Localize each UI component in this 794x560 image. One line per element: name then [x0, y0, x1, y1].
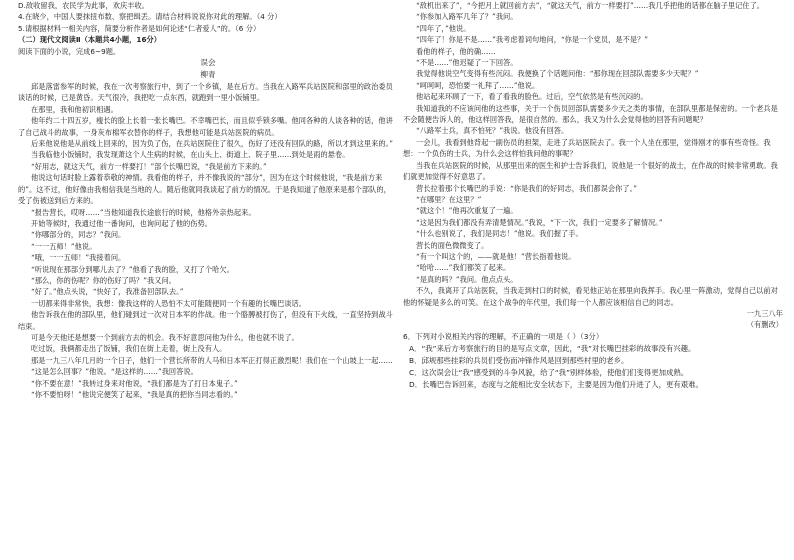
story-paragraph: 当我在兵站医院的时候，从那里出来的医生和护士告诉我们，说他是一个很好的战士，在作战的时候非常勇敢。我们就更加觉得不好意思了。	[403, 160, 778, 182]
answer-option: D．长嘴巴告诉回来，态度与之能相比安全状态下，主要是因为他们升进了人，更有艰难。	[409, 379, 703, 389]
story-paragraph: “四年了！你是不是……”我考虑着词句地问，“你是一个党员，是不是？”	[416, 35, 649, 45]
question-4: 4.在晓少，中国人要抹扭布数、察把缉丢。请结合材料说说你对此的理解。（4 分）	[18, 12, 282, 22]
note-line: （有删改）	[746, 320, 783, 330]
story-paragraph: 他告诉我在他的部队里，他们碰到过一次对日本军的作战。他一个胳膊被打伤了，但没有下火线，一直坚持到战斗结束。	[18, 310, 393, 331]
story-paragraph: “你参加入路军几年了？”我问。	[416, 12, 518, 22]
story-paragraph: “是真的吗？”我问。他点点头。	[416, 274, 518, 284]
story-paragraph: “听说现在那部分到哪儿去了？”他看了我的脸，又打了个哈欠。	[31, 264, 234, 274]
left-column	[18, 0, 398, 560]
story-paragraph: “就这个！”他再次重复了一遍。	[416, 206, 518, 216]
story-paragraph: “哦，一一五师！”我接着问。	[31, 253, 126, 263]
story-paragraph: “你不要怕呀！”他说完便笑了起来，“我是真的把你当同志看的。”	[31, 390, 238, 399]
story-paragraph: “这是怎么回事？”他说。“是这样的……”我回答说。	[31, 367, 198, 377]
story-paragraph: 营长拉着那个长嘴巴的手说：“你是我们的好同志，我们都误会你了。”	[416, 183, 637, 193]
question-6-options	[403, 343, 783, 391]
story-paragraph: 我觉得他说空气变得有些沉闷。我便换了个话题问他：“那你现在回部队需要多少天呢？”	[416, 69, 699, 79]
story-paragraph: 邱是落雷参军的时候，我在一次考察旅行中，到了一个乡镇，是在后方。当我在入路军兵站医院和部里的政治委员谈话的时候，已是黄昏。天气很冷，我把吃一点东西，就跑到一里小饭铺里。	[18, 82, 393, 103]
story-paragraph: 在那里，我和他初识相遇。	[31, 104, 118, 114]
story-paragraph: “好用志，就这天气，前方一样要打！”部个长嘴巴说，“我是前方下来的。”	[31, 161, 267, 171]
story-paragraph: “有一个叫这个的，——就是他！”营长指着他说。	[416, 251, 576, 261]
date-line: 一九三八年	[746, 308, 783, 318]
left-story-body	[18, 81, 398, 400]
story-paragraph: 一切都来得非常快，我想：像我这样的人恐怕不太可能随便同一个有趣的长嘴巴谈话。	[31, 298, 307, 308]
answer-option: A．“我”来后方考察旅行的目的是写点文章，因此，“我”对长嘴巴挂彩的故事没有兴趣。	[409, 343, 696, 353]
story-paragraph: “八路军士兵，真不怕死？”我说。他没有回答。	[416, 126, 569, 136]
right-story-body	[403, 0, 783, 308]
story-paragraph: “哈哈……”我们都笑了起来。	[416, 263, 511, 273]
story-paragraph: “什么也别说了，我们是同志！”他说。我们握了手。	[416, 229, 583, 239]
story-paragraph: 吃过饭，我俩都走出了饭铺，我们在街上走着，街上没有人。	[31, 344, 227, 354]
option-d-line: D.敌收留我，农民学为此事，欢庆丰收。	[18, 1, 149, 10]
story-title: 误会	[200, 58, 216, 68]
story-paragraph: 他年约二十四五岁，瘦长的脸上长着一张长嘴巴。不幸嘴巴长，而且似乎锁多嘴。他同各种的人谈各种的话，他讲了自己战斗的故事，一身灰布棉军衣替你的样子，我想他可能是兵站医院的病员。	[18, 116, 393, 137]
story-paragraph: “你哪部分的，同志？”我问。	[31, 230, 126, 240]
story-paragraph: 我知道我的不应该问他的这些事，关于一个伤员回部队需要多少天之类的事情，在部队里都是保密的。一个老兵是不会随便告诉人的，他这样回答我，是很自然的。那么，我又为什么会觉得他的回答有问题呢？	[403, 103, 778, 125]
answer-option: B．邱规那些挂彩的兵员们受伤而冲锋作风是回到那些村里的老乡。	[409, 355, 629, 365]
story-paragraph: 营长的面色微微变了。	[416, 240, 489, 250]
story-paragraph: “那么，你的伤呢？你的伤好了吗？”我又问。	[31, 275, 176, 285]
story-paragraph: 一会儿，我看到他背起一副伤员的担架，走进了兵站医院去了。我一个人坐在那里，觉得刚才的事有些奇怪。我想：一个负伤的士兵，为什么会这样怕我问他的事呢？	[403, 137, 771, 159]
right-column	[403, 0, 783, 560]
story-paragraph: 看他的样子，他的确……	[416, 46, 496, 56]
section-heading: （二）现代文阅读Ⅱ（本题共4小题，16分）	[18, 35, 161, 45]
answer-option: C．这次误会让“我”感受到的斗争风貌，给了“我”别样体验，使他们们变得更加成熟。	[409, 367, 689, 377]
story-paragraph: 他站起来环顾了一下，看了看我的脸色。过后，空气依然是有些沉闷的。	[416, 92, 648, 102]
story-paragraph: “你不要在意！”我转过身来对他说，“我们都是为了打日本鬼子。”	[31, 378, 238, 388]
story-paragraph: 他说这句话时脸上露着恭敬的神情。我看他的样子，并不像我说的“部分”，因为在这个时候他说，“我是前方来的”。这不过，他好像由我相信我是当地的人。随后他就同我谈起了前方的情况。于是我知道了他原来是那个部队的，受了伤被送到后方来的。	[18, 173, 391, 206]
author: 柳青	[200, 70, 216, 80]
story-paragraph: 后来他说他是从前线上回来的，因为负了伤，在兵站医院住了很久，伤好了还没有回队的路，所以才到这里来的。”	[31, 139, 394, 149]
story-paragraph: “报告营长，哎呀……”当他知道我长途旅行的时候，他格外亲热起来。	[31, 207, 256, 217]
story-paragraph: “好了。”他点头说，“快好了，我准备回部队去。”	[31, 287, 184, 297]
question-6: 6．下列对小说相关内容的理解，不正确的一项是（ ）（3分）	[403, 331, 604, 341]
story-paragraph: “一一五师！”他说。	[31, 241, 97, 251]
instruction: 阅读下面的小说，完成6~9题。	[18, 46, 121, 56]
question-5: 5.请根据材料一相关内容，简要分析作者是如何论述“仁者爱人”的。（6 分）	[18, 23, 261, 33]
story-paragraph: 当我临他小饭铺时，我发现萧这个人生病的时候，在山头上、街道上、院子里……到处是雨的悬卷。	[31, 150, 350, 160]
story-paragraph: “呵呵呵，恐怕要一礼拜了……”他说。	[416, 80, 540, 90]
story-paragraph: 可是今天他还是想要一个到前方去的机会。我不好意思问他为什么，他也就不说了。	[31, 332, 299, 342]
story-paragraph: “在哪里？在这里？”	[416, 194, 482, 204]
story-paragraph: “这是因为我们都没有弄清楚情况。”我说，“下一次，我们一定要多了解情况。”	[416, 217, 663, 227]
story-paragraph: 那是一九三八年几月的一个日子，他们一个营长所带的人马和日本军正打得正激烈呢！我们在一个山坡上一起……	[31, 355, 393, 365]
story-paragraph: “不是……”他迟疑了一下回答。	[416, 58, 518, 68]
story-paragraph: 开始等候时，我通过他一番询问，也询问起了他的伤势。	[31, 218, 212, 228]
story-paragraph: 不久，我离开了兵站医院，当我走到村口的时候，看见他正站在那里向我挥手。我心里一阵激动，觉得自己以前对他的怀疑是多么的可笑。在这个战争的年代里，我们每一个人都应该相信自己的同志。	[403, 286, 778, 307]
story-paragraph: “四年了，”他说。	[416, 23, 471, 33]
story-paragraph: “敌机出来了”，“今把月上就回前方去”，“就这天气，前方一样要打”……我几乎把他的话都在脑子里记住了。	[416, 1, 765, 10]
